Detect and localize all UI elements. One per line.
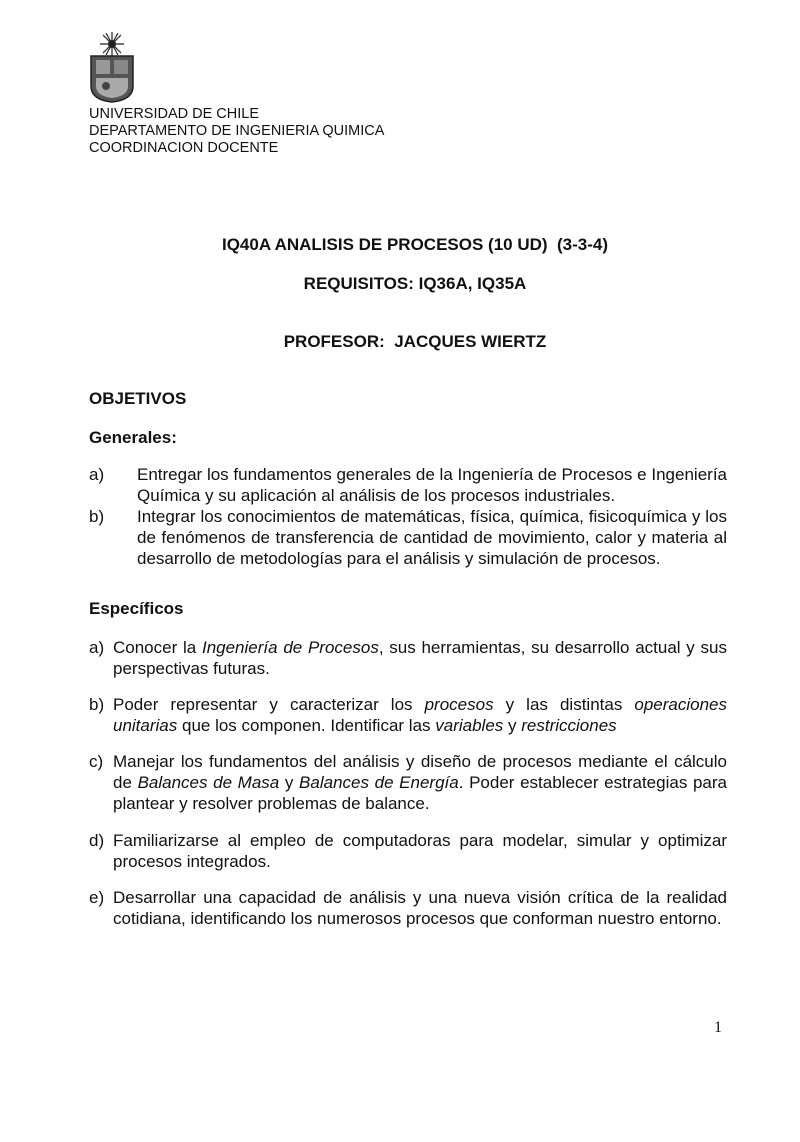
professor-name: JACQUES WIERTZ	[394, 332, 547, 351]
item-emphasis: Ingeniería de Procesos	[201, 638, 379, 657]
specific-objective-c	[89, 751, 727, 814]
item-text: Familiarizarse al empleo de computadoras para modelar, simular y optimizar procesos integrados.	[113, 831, 727, 871]
course-title-text: IQ40A ANALISIS DE PROCESOS (10 UD)	[221, 235, 548, 254]
item-text: , sus herramientas, su desarrollo actual y sus perspectivas futuras.	[113, 638, 727, 678]
item-text: Poder representar y caracterizar los	[113, 695, 425, 714]
item-marker: d)	[89, 831, 105, 850]
item-text: que los componen. Identificar las	[177, 716, 436, 735]
item-text: . Poder establecer estrategias para plantear y resolver problemas de balance.	[113, 773, 727, 813]
item-text: Entregar los fundamentos generales de la Ingeniería de Procesos e Ingeniería Química y su aplicación al análisis de los procesos industriales.	[137, 465, 727, 505]
item-text: Integrar los conocimientos de matemáticas, física, química, fisicoquímica y los de fenómenos de transferencia de cantidad de movimiento, calor y materia al desarrollo de metodologías para el análisis y simulación de procesos.	[137, 507, 727, 568]
item-text: y las distintas	[493, 695, 635, 714]
item-marker: e)	[89, 888, 105, 907]
item-emphasis: operaciones unitarias	[113, 695, 727, 735]
specific-objective-d	[89, 830, 727, 872]
item-emphasis: variables	[435, 716, 504, 735]
specific-objective-e	[89, 887, 727, 929]
course-title	[0, 235, 800, 255]
general-objective-b	[89, 506, 727, 569]
item-marker: b)	[89, 695, 105, 714]
item-text: y	[503, 716, 522, 735]
item-marker: b)	[89, 507, 105, 526]
page-number: 1	[714, 1019, 722, 1036]
especificos-heading: Específicos	[89, 599, 184, 618]
coordination-name: COORDINACION DOCENTE	[89, 140, 279, 156]
item-text: Manejar los fundamentos del análisis y diseño de procesos mediante el cálculo de	[113, 752, 727, 792]
item-text: Conocer la	[113, 638, 202, 657]
institution-header	[89, 106, 384, 157]
course-professor	[0, 332, 800, 352]
specific-objective-b	[89, 694, 727, 736]
item-marker: c)	[89, 752, 104, 771]
item-text: y	[279, 773, 300, 792]
item-marker: a)	[89, 638, 105, 657]
course-hours: (3-3-4)	[557, 235, 609, 254]
item-marker: a)	[89, 465, 105, 484]
generales-heading: Generales:	[89, 428, 177, 447]
item-emphasis: Balances de Energía	[299, 773, 459, 792]
objetivos-heading: OBJETIVOS	[89, 389, 187, 408]
university-crest-logo	[86, 30, 138, 104]
professor-label: PROFESOR:	[283, 332, 385, 351]
general-objective-a	[89, 464, 727, 506]
item-emphasis: procesos	[424, 695, 494, 714]
item-text: Desarrollar una capacidad de análisis y una nueva visión crítica de la realidad cotidiana, identificando los numerosos procesos que conforman nuestro entorno.	[113, 888, 727, 928]
course-requirements: REQUISITOS: IQ36A, IQ35A	[303, 274, 527, 293]
item-emphasis: Balances de Masa	[137, 773, 280, 792]
item-emphasis: restricciones	[521, 716, 617, 735]
department-name: DEPARTAMENTO DE INGENIERIA QUIMICA	[89, 123, 385, 139]
university-name: UNIVERSIDAD DE CHILE	[89, 106, 260, 122]
specific-objective-a	[89, 637, 727, 679]
